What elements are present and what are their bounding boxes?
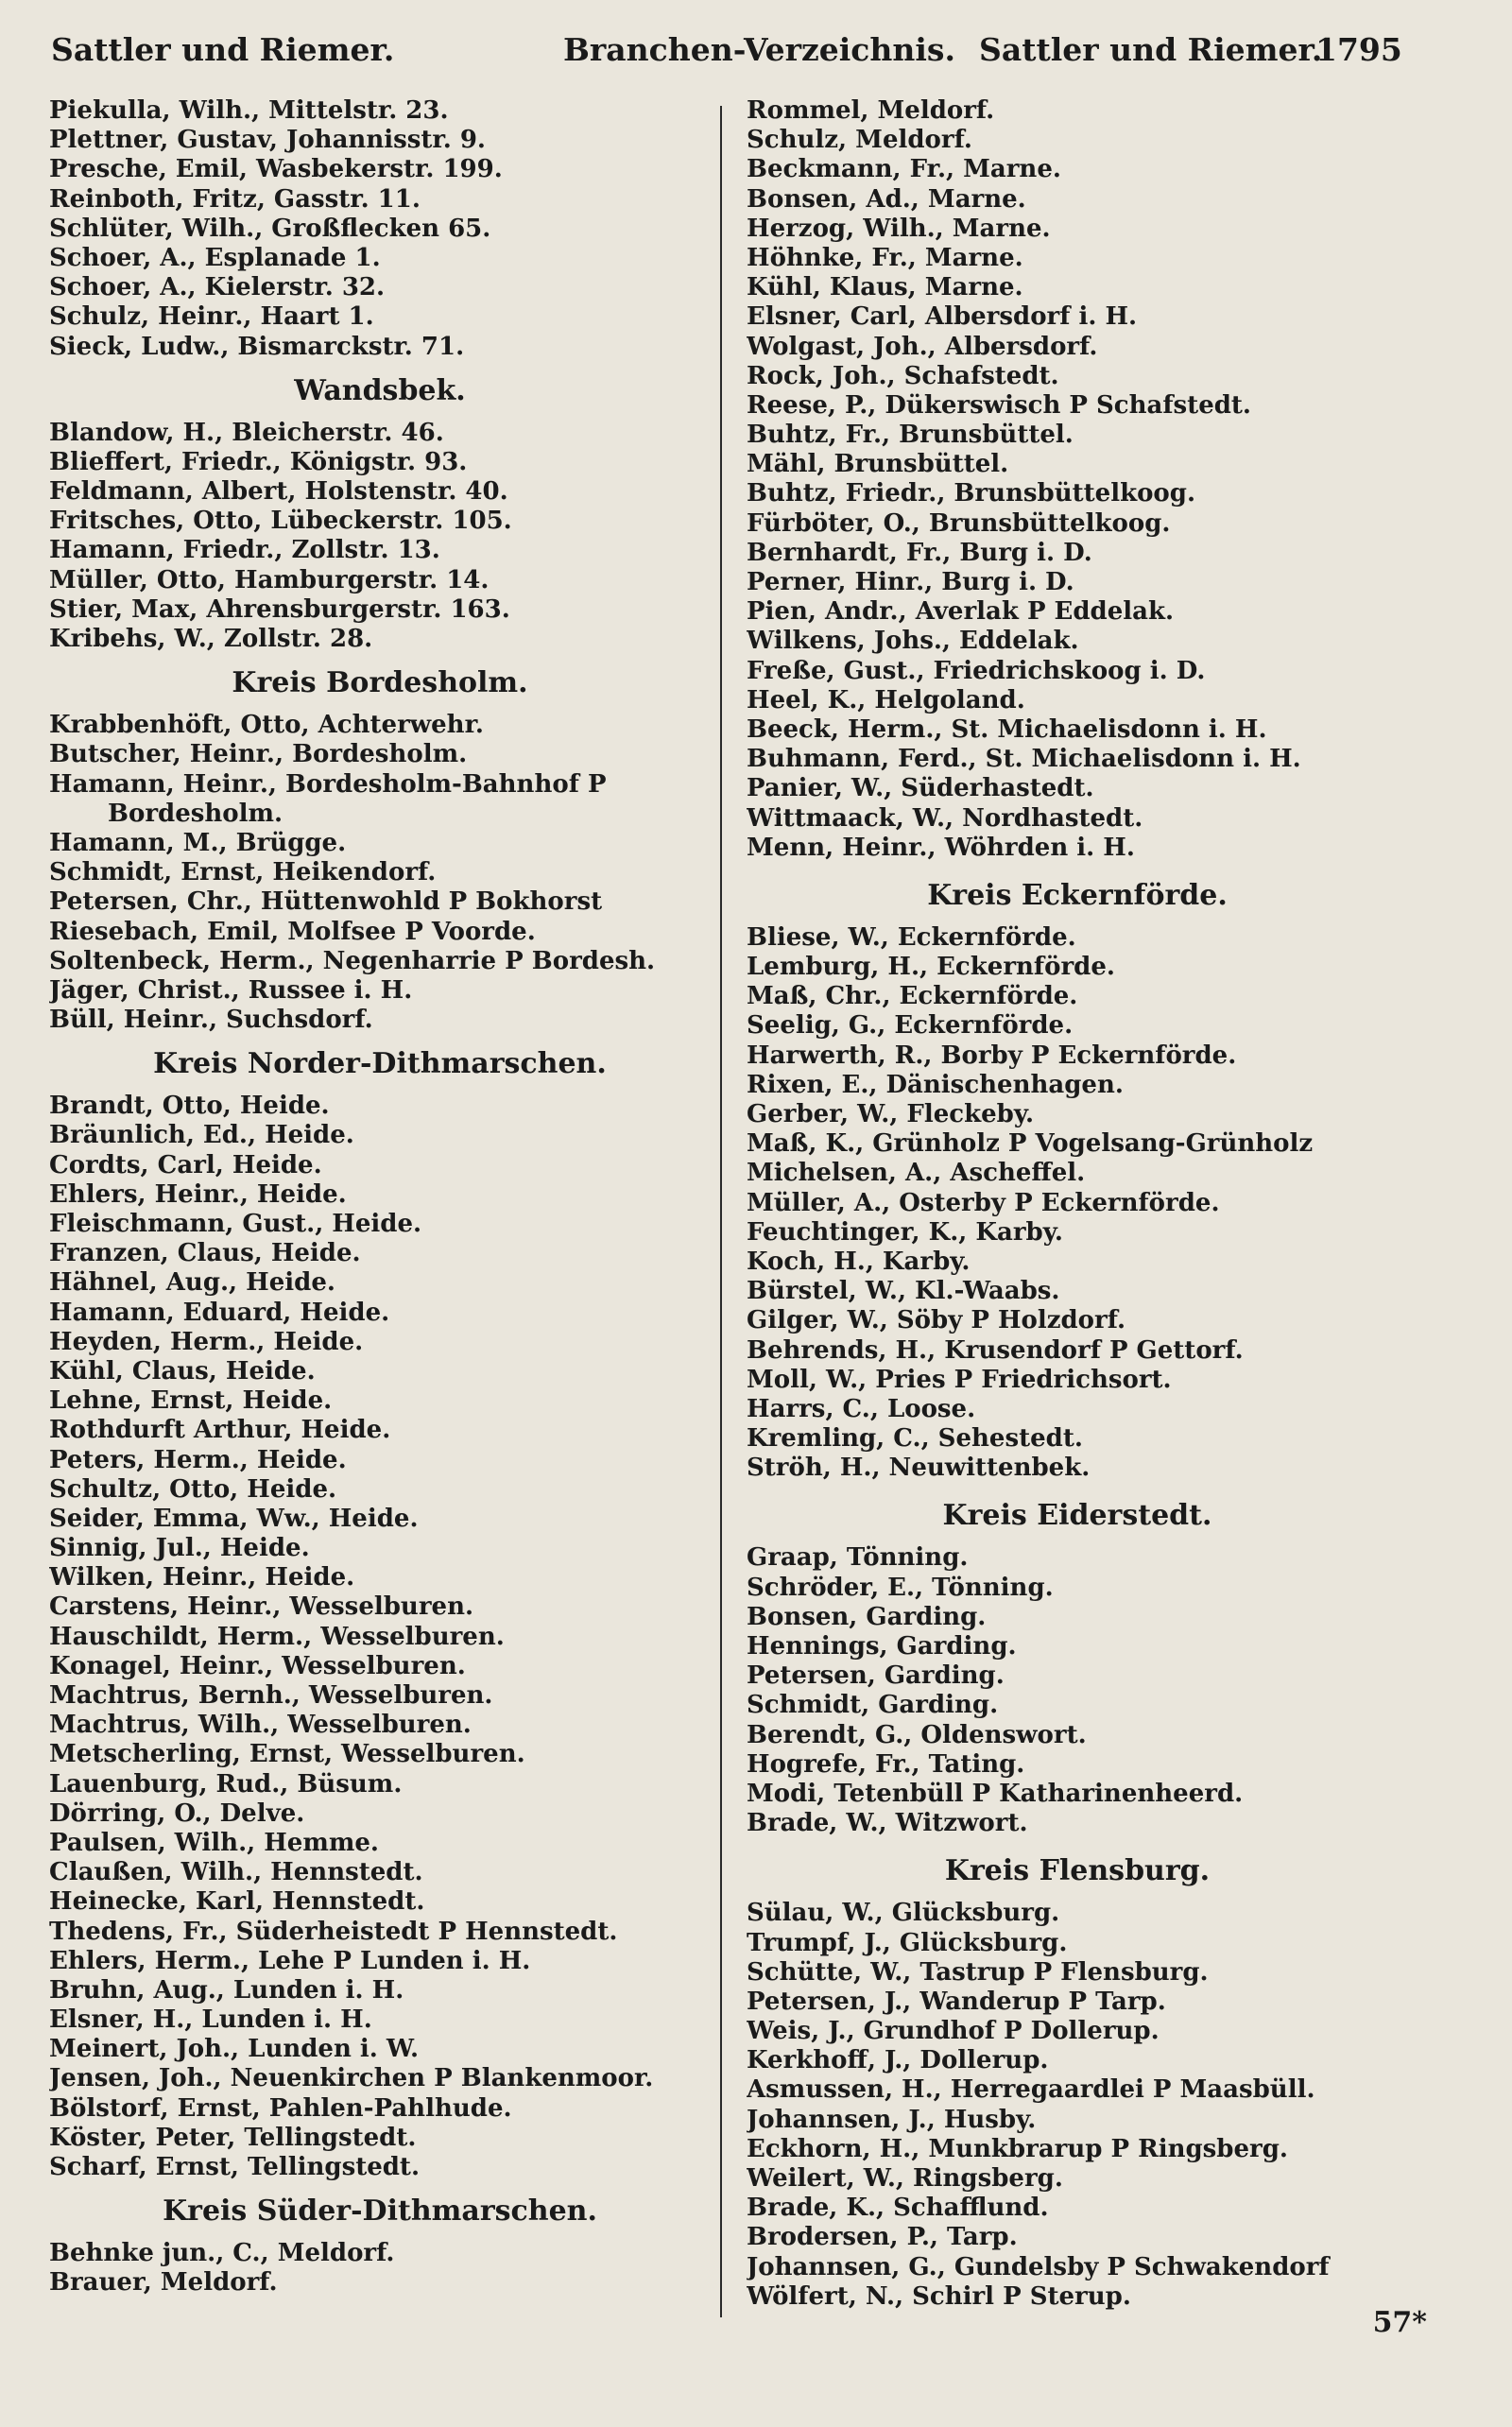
directory-entry: Wölfert, N., Schirl P Sterup. <box>747 2281 1131 2311</box>
directory-entry: Lauenburg, Rud., Büsum. <box>49 1769 403 1799</box>
directory-entry: Behrends, H., Krusendorf P Gettorf. <box>747 1335 1244 1365</box>
header-center-title: Branchen-Verzeichnis. <box>563 31 955 68</box>
directory-entry: Stier, Max, Ahrensburgerstr. 163. <box>49 594 510 624</box>
directory-entry: Rommel, Meldorf. <box>747 96 995 125</box>
directory-entry: Blandow, H., Bleicherstr. 46. <box>49 418 444 447</box>
directory-entry: Brandt, Otto, Heide. <box>49 1092 330 1121</box>
directory-entry: Schmidt, Ernst, Heikendorf. <box>49 858 437 887</box>
directory-entry: Hamann, Friedr., Zollstr. 13. <box>49 536 440 565</box>
header-left-title: Sattler und Riemer. <box>51 31 395 68</box>
directory-entry: Claußen, Wilh., Hennstedt. <box>49 1858 423 1887</box>
directory-entry: Presche, Emil, Wasbekerstr. 199. <box>49 155 503 184</box>
directory-entry: Kerkhoff, J., Dollerup. <box>747 2046 1049 2075</box>
directory-entry: Gilger, W., Söby P Holzdorf. <box>747 1306 1126 1335</box>
directory-entry: Maß, K., Grünholz P Vogelsang-Grünholz <box>747 1129 1314 1159</box>
directory-entry: Bonsen, Garding. <box>747 1602 987 1631</box>
directory-entry: Metscherling, Ernst, Wesselburen. <box>49 1740 525 1769</box>
directory-entry: Machtrus, Bernh., Wesselburen. <box>49 1681 493 1710</box>
directory-entry: Gerber, W., Fleckeby. <box>747 1100 1035 1128</box>
page-signature: 57* <box>1372 2306 1427 2339</box>
directory-entry: Fürböter, O., Brunsbüttelkoog. <box>747 508 1171 538</box>
section-heading: Wandsbek. <box>294 373 466 407</box>
directory-entry: Wittmaack, W., Nordhastedt. <box>747 803 1143 833</box>
directory-entry: Butscher, Heinr., Bordesholm. <box>49 740 468 769</box>
directory-entry: Thedens, Fr., Süderheistedt P Hennstedt. <box>49 1917 618 1946</box>
directory-entry: Krabbenhöft, Otto, Achterwehr. <box>49 711 484 740</box>
directory-entry: Elsner, H., Lunden i. H. <box>49 2005 372 2035</box>
directory-entry: Brade, K., Schafflund. <box>747 2194 1049 2223</box>
directory-entry: Weilert, W., Ringsberg. <box>747 2164 1063 2193</box>
directory-entry: Petersen, Chr., Hüttenwohld P Bokhorst <box>49 887 603 917</box>
directory-entry: Peters, Herm., Heide. <box>49 1445 347 1474</box>
directory-entry: Johannsen, J., Husby. <box>747 2105 1037 2134</box>
directory-entry: Sülau, W., Glücksburg. <box>747 1899 1060 1928</box>
directory-entry: Cordts, Carl, Heide. <box>49 1150 322 1179</box>
directory-entry: Hähnel, Aug., Heide. <box>49 1268 335 1298</box>
directory-entry: Reinboth, Fritz, Gasstr. 11. <box>49 184 421 214</box>
page-number: 1795 <box>1315 31 1402 68</box>
directory-entry: Trumpf, J., Glücksburg. <box>747 1928 1068 1957</box>
directory-entry: Brade, W., Witzwort. <box>747 1809 1028 1838</box>
directory-entry: Höhnke, Fr., Marne. <box>747 243 1023 272</box>
directory-entry: Fritsches, Otto, Lübeckerstr. 105. <box>49 507 512 536</box>
directory-entry: Jäger, Christ., Russee i. H. <box>49 975 413 1005</box>
directory-entry: Elsner, Carl, Albersdorf i. H. <box>747 302 1138 332</box>
directory-entry: Heinecke, Karl, Hennstedt. <box>49 1887 425 1917</box>
directory-entry: Schröder, E., Tönning. <box>747 1573 1054 1602</box>
section-heading: Kreis Eckernförde. <box>927 878 1228 912</box>
directory-entry: Wilken, Heinr., Heide. <box>49 1563 355 1592</box>
directory-entry: Beckmann, Fr., Marne. <box>747 155 1061 184</box>
directory-entry: Bräunlich, Ed., Heide. <box>49 1121 354 1150</box>
directory-entry: Kühl, Claus, Heide. <box>49 1356 316 1386</box>
directory-entry: Herzog, Wilh., Marne. <box>747 214 1051 243</box>
directory-entry: Petersen, J., Wanderup P Tarp. <box>747 1987 1166 2016</box>
directory-entry: Maß, Chr., Eckernförde. <box>747 982 1078 1011</box>
directory-entry: Schultz, Otto, Heide. <box>49 1474 337 1504</box>
directory-entry: Dörring, O., Delve. <box>49 1799 305 1828</box>
directory-entry: Müller, Otto, Hamburgerstr. 14. <box>49 565 490 594</box>
directory-entry: Köster, Peter, Tellingstedt. <box>49 2123 417 2152</box>
directory-entry: Harrs, C., Loose. <box>747 1394 976 1423</box>
directory-entry: Schoer, A., Esplanade 1. <box>49 243 381 272</box>
directory-entry: Berendt, G., Oldenswort. <box>747 1720 1087 1749</box>
right-column <box>747 96 1408 2312</box>
directory-entry: Reese, P., Dükerswisch P Schafstedt. <box>747 390 1251 420</box>
section-heading: Kreis Eiderstedt. <box>942 1499 1212 1533</box>
directory-entry: Sieck, Ludw., Bismarckstr. 71. <box>49 332 465 361</box>
directory-entry: Heyden, Herm., Heide. <box>49 1327 364 1356</box>
directory-entry: Kribehs, W., Zollstr. 28. <box>49 625 373 653</box>
directory-entry: Paulsen, Wilh., Hemme. <box>49 1828 379 1857</box>
directory-entry: Jensen, Joh., Neuenkirchen P Blankenmoor. <box>49 2064 654 2093</box>
directory-entry: Feuchtinger, K., Karby. <box>747 1217 1063 1247</box>
directory-entry: Buhtz, Fr., Brunsbüttel. <box>747 421 1074 450</box>
directory-entry: Bliese, W., Eckernförde. <box>747 922 1076 952</box>
directory-entry: Hogrefe, Fr., Tating. <box>747 1749 1025 1779</box>
directory-entry: Feldmann, Albert, Holstenstr. 40. <box>49 477 508 507</box>
directory-entry: Beeck, Herm., St. Michaelisdonn i. H. <box>747 714 1267 744</box>
directory-entry: Brauer, Meldorf. <box>49 2268 278 2298</box>
directory-entry: Bernhardt, Fr., Burg i. D. <box>747 538 1092 567</box>
directory-entry: Blieffert, Friedr., Königstr. 93. <box>49 447 468 476</box>
directory-entry: Kremling, C., Sehestedt. <box>747 1424 1083 1454</box>
directory-entry: Rock, Joh., Schafstedt. <box>747 361 1059 390</box>
directory-entry: Johannsen, G., Gundelsby P Schwakendorf <box>747 2252 1330 2281</box>
directory-entry: Hennings, Garding. <box>747 1632 1017 1661</box>
directory-entry: Mähl, Brunsbüttel. <box>747 450 1009 479</box>
directory-entry: Schütte, W., Tastrup P Flensburg. <box>747 1957 1209 1987</box>
directory-entry: Asmussen, H., Herregaardlei P Maasbüll. <box>747 2075 1315 2105</box>
directory-entry: Plettner, Gustav, Johannisstr. 9. <box>49 126 486 155</box>
left-column <box>49 96 711 2298</box>
directory-entry: Ehlers, Herm., Lehe P Lunden i. H. <box>49 1946 531 1975</box>
directory-entry: Weis, J., Grundhof P Dollerup. <box>747 2017 1160 2046</box>
directory-entry: Büll, Heinr., Suchsdorf. <box>49 1006 373 1035</box>
directory-entry: Brodersen, P., Tarp. <box>747 2223 1018 2252</box>
directory-entry: Müller, A., Osterby P Eckernförde. <box>747 1188 1220 1217</box>
page-header <box>47 26 1402 74</box>
section-heading: Kreis Süder-Dithmarschen. <box>163 2195 597 2229</box>
column-divider <box>720 106 722 2317</box>
directory-entry: Pien, Andr., Averlak P Eddelak. <box>747 597 1175 627</box>
directory-entry: Petersen, Garding. <box>747 1661 1005 1691</box>
directory-entry: Piekulla, Wilh., Mittelstr. 23. <box>49 96 449 125</box>
directory-entry: Michelsen, A., Ascheffel. <box>747 1159 1086 1188</box>
directory-entry: Riesebach, Emil, Molfsee P Voorde. <box>49 917 536 946</box>
directory-entry: Bonsen, Ad., Marne. <box>747 184 1026 214</box>
directory-entry: Ströh, H., Neuwittenbek. <box>747 1454 1091 1483</box>
directory-entry: Kühl, Klaus, Marne. <box>747 273 1023 302</box>
directory-entry: Wilkens, Johs., Eddelak. <box>747 627 1079 656</box>
directory-entry: Schmidt, Garding. <box>747 1691 999 1720</box>
directory-entry: Fleischmann, Gust., Heide. <box>49 1210 422 1238</box>
directory-entry: Seider, Emma, Ww., Heide. <box>49 1504 419 1533</box>
directory-entry: Meinert, Joh., Lunden i. W. <box>49 2035 420 2064</box>
directory-entry: Hauschildt, Herm., Wesselburen. <box>49 1622 505 1651</box>
directory-entry: Schulz, Meldorf. <box>747 126 972 155</box>
directory-entry: Rothdurft Arthur, Heide. <box>49 1416 391 1445</box>
header-right-title: Sattler und Riemer. <box>979 31 1323 68</box>
directory-entry: Modi, Tetenbüll P Katharinenheerd. <box>747 1779 1244 1808</box>
directory-entry: Schulz, Heinr., Haart 1. <box>49 302 374 332</box>
directory-entry: Sinnig, Jul., Heide. <box>49 1534 310 1563</box>
section-heading: Kreis Flensburg. <box>944 1854 1211 1888</box>
directory-entry: Seelig, G., Eckernförde. <box>747 1011 1074 1041</box>
section-heading: Kreis Bordesholm. <box>232 666 528 700</box>
directory-entry: Scharf, Ernst, Tellingstedt. <box>49 2153 420 2181</box>
directory-entry: Bölstorf, Ernst, Pahlen-Pahlhude. <box>49 2093 512 2123</box>
directory-entry: Hamann, M., Brügge. <box>49 828 347 857</box>
section-heading: Kreis Norder-Dithmarschen. <box>153 1047 607 1081</box>
directory-entry: Hamann, Eduard, Heide. <box>49 1298 390 1327</box>
directory-entry: Perner, Hinr., Burg i. D. <box>747 568 1074 596</box>
directory-entry: Bruhn, Aug., Lunden i. H. <box>49 1975 404 2005</box>
directory-entry: Buhmann, Ferd., St. Michaelisdonn i. H. <box>747 745 1301 774</box>
directory-entry: Koch, H., Karby. <box>747 1247 971 1276</box>
directory-entry: Graap, Tönning. <box>747 1543 969 1573</box>
directory-entry: Franzen, Claus, Heide. <box>49 1239 361 1268</box>
directory-entry: Heel, K., Helgoland. <box>747 685 1025 714</box>
directory-entry: Rixen, E., Dänischenhagen. <box>747 1070 1124 1099</box>
directory-entry: Hamann, Heinr., Bordesholm-Bahnhof P <box>49 769 607 799</box>
directory-entry: Panier, W., Süderhastedt. <box>747 774 1094 803</box>
directory-entry: Bürstel, W., Kl.-Waabs. <box>747 1277 1060 1306</box>
directory-entry: Lehne, Ernst, Heide. <box>49 1386 333 1416</box>
directory-entry: Moll, W., Pries P Friedrichsort. <box>747 1365 1172 1394</box>
directory-entry: Eckhorn, H., Munkbrarup P Ringsberg. <box>747 2134 1288 2163</box>
directory-entry: Schoer, A., Kielerstr. 32. <box>49 273 386 302</box>
directory-entry: Ehlers, Heinr., Heide. <box>49 1179 347 1209</box>
directory-entry: Machtrus, Wilh., Wesselburen. <box>49 1711 472 1740</box>
directory-entry: Soltenbeck, Herm., Negenharrie P Bordesh. <box>49 946 656 975</box>
directory-entry: Wolgast, Joh., Albersdorf. <box>747 332 1098 361</box>
directory-entry: Buhtz, Friedr., Brunsbüttelkoog. <box>747 479 1195 508</box>
directory-entry: Lemburg, H., Eckernförde. <box>747 953 1115 982</box>
directory-entry: Behnke jun., C., Meldorf. <box>49 2239 395 2268</box>
directory-entry: Bordesholm. <box>108 799 284 828</box>
directory-entry: Harwerth, R., Borby P Eckernförde. <box>747 1041 1237 1070</box>
directory-entry: Carstens, Heinr., Wesselburen. <box>49 1592 474 1622</box>
directory-entry: Schlüter, Wilh., Großflecken 65. <box>49 214 491 243</box>
directory-entry: Freße, Gust., Friedrichskoog i. D. <box>747 656 1206 685</box>
directory-entry: Konagel, Heinr., Wesselburen. <box>49 1651 466 1680</box>
directory-entry: Menn, Heinr., Wöhrden i. H. <box>747 833 1135 862</box>
